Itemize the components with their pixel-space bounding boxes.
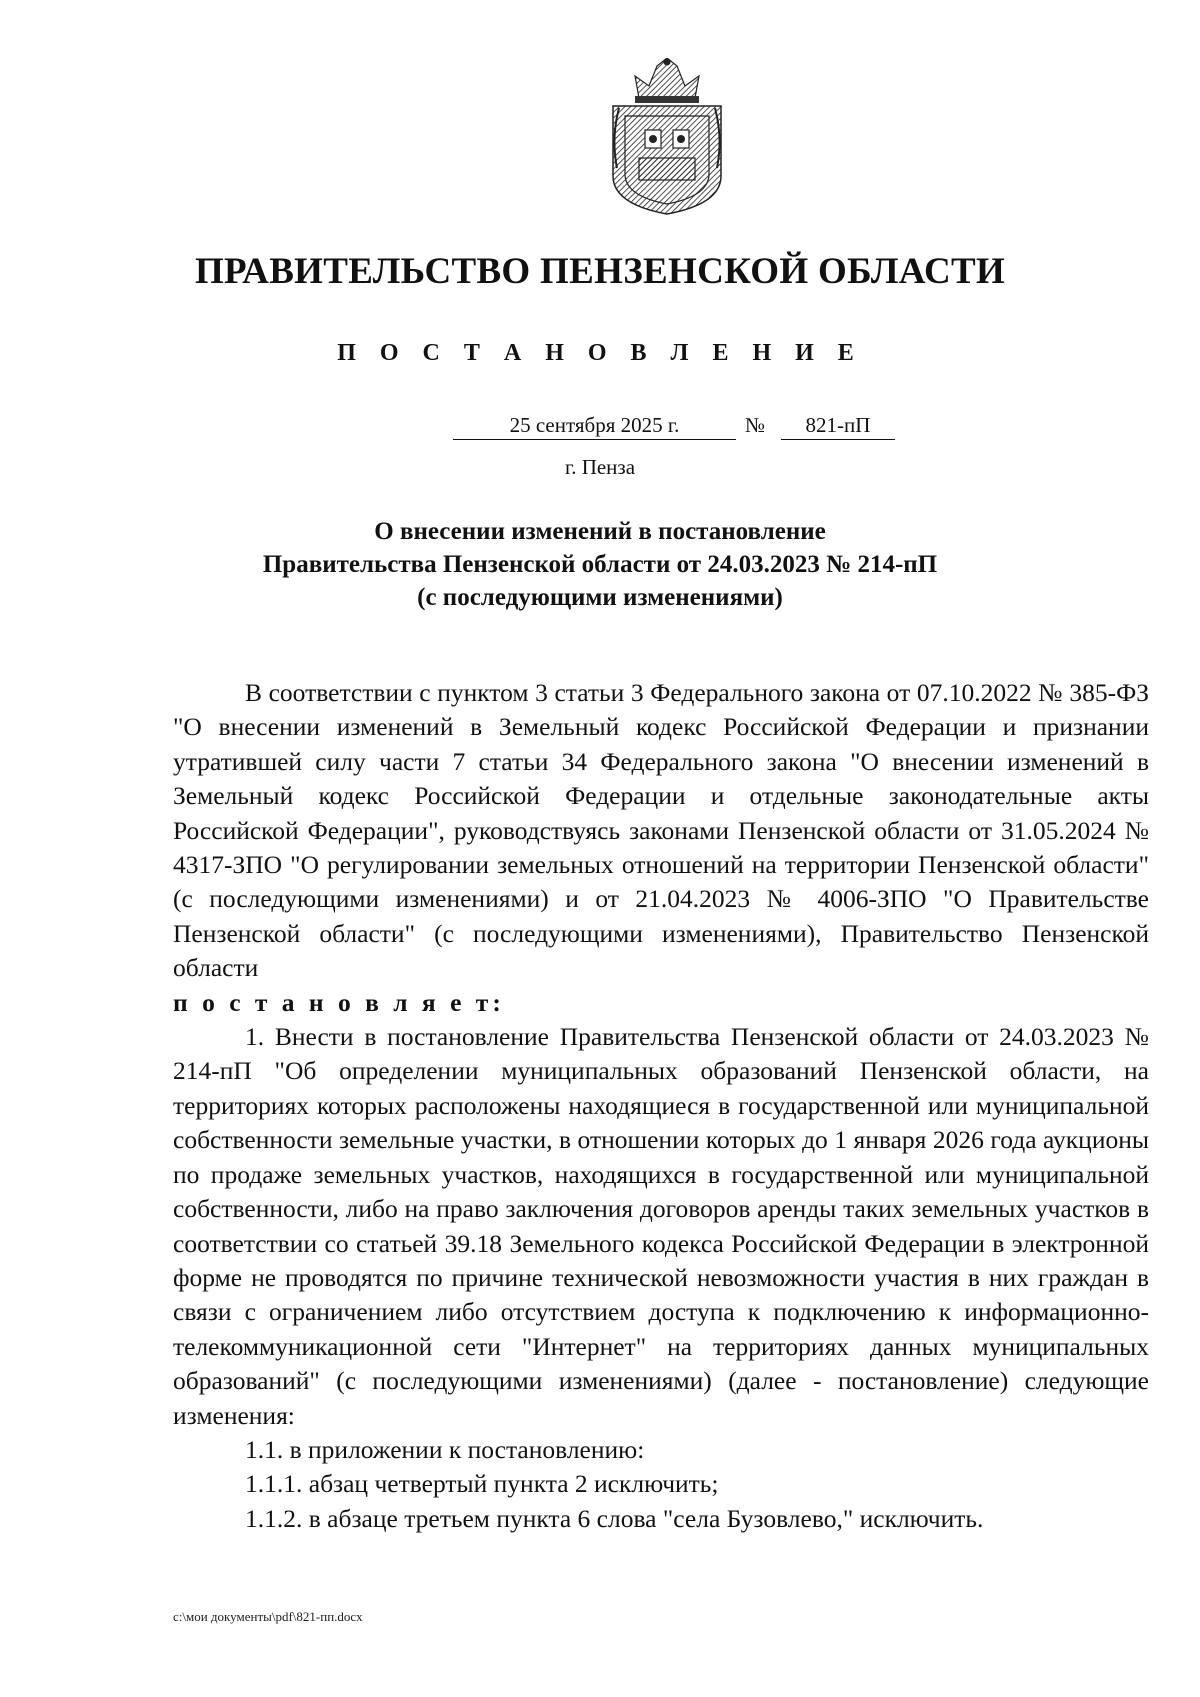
- file-path-footer: c:\мои документы\pdf\821-пп.docx: [173, 1609, 363, 1624]
- document-date: 25 сентября 2025 г.: [453, 411, 736, 440]
- organization-title: ПРАВИТЕЛЬСТВО ПЕНЗЕНСКОЙ ОБЛАСТИ: [194, 251, 1006, 292]
- subject-line: О внесении изменений в постановление: [374, 518, 826, 545]
- subject-line: (с последующими изменениями): [417, 584, 783, 611]
- preamble-paragraph: [173, 676, 1149, 986]
- decree-word: п о с т а н о в л я е т:: [173, 987, 505, 1017]
- document-body: [173, 676, 1149, 1536]
- subject-line: Правительства Пензенской области от 24.03.2023 № 214-пП: [262, 551, 938, 578]
- document-subject: [0, 515, 1200, 614]
- item-paragraph: 1. Внести в постановление Правительства Пензенской области от 24.03.2023 № 214-пП "Об определении муниципальных образований Пензенской области, на территориях которых расположены находящиеся в государственной или муниципальной собственности земельные участки, в отношении которых до 1 января 2026 года аукционы по продаже земельных участков, находящихся в государственной или муниципальной собственности, либо на право заключения договоров аренды таких земельных участков в соответствии со статьей 39.18 Земельного кодекса Российской Федерации в электронной форме не проводятся по причине технической невозможности участия в них граждан в связи с ограничением либо отсутствием доступа к подключению к информационно-телекоммуникационной сети "Интернет" на территориях данных муниципальных образований" (с последующими изменениями) (далее - постановление) следующие изменения:: [173, 1022, 1149, 1430]
- item-paragraph: 1.1.2. в абзаце третьем пункта 6 слова "села Бузовлево," исключить.: [245, 1503, 984, 1533]
- preamble-text: В соответствии с пунктом 3 статьи 3 Федерального закона от 07.10.2022 № 385-ФЗ "О внесении изменений в Земельный кодекс Российской Федерации и признании утратившей силу части 7 статьи 34 Федерального закона "О внесении изменений в Земельный кодекс Российской Федерации и отдельные законодательные акты Российской Федерации", руководствуясь законами Пензенской области от 31.05.2024 № 4317-ЗПО "О регулировании земельных отношений на территории Пензенской области" (с последующими изменениями) и от 21.04.2023 № 4006-ЗПО "О Правительстве Пензенской области" (с последующими изменениями), Правительство Пензенской области: [173, 678, 1149, 983]
- document-number: 821-пП: [781, 411, 895, 440]
- number-sign: №: [745, 413, 766, 437]
- decree-paragraph: [173, 986, 1149, 1020]
- item-paragraph: 1.1. в приложении к постановлению:: [245, 1434, 645, 1464]
- date-number-line: [0, 411, 1200, 445]
- document-type: П О С Т А Н О В Л Е Н И Е: [337, 340, 863, 366]
- item-paragraph: 1.1.1. абзац четвертый пункта 2 исключить;: [245, 1469, 719, 1499]
- city: г. Пенза: [564, 455, 636, 479]
- coat-of-arms-icon: [605, 58, 729, 216]
